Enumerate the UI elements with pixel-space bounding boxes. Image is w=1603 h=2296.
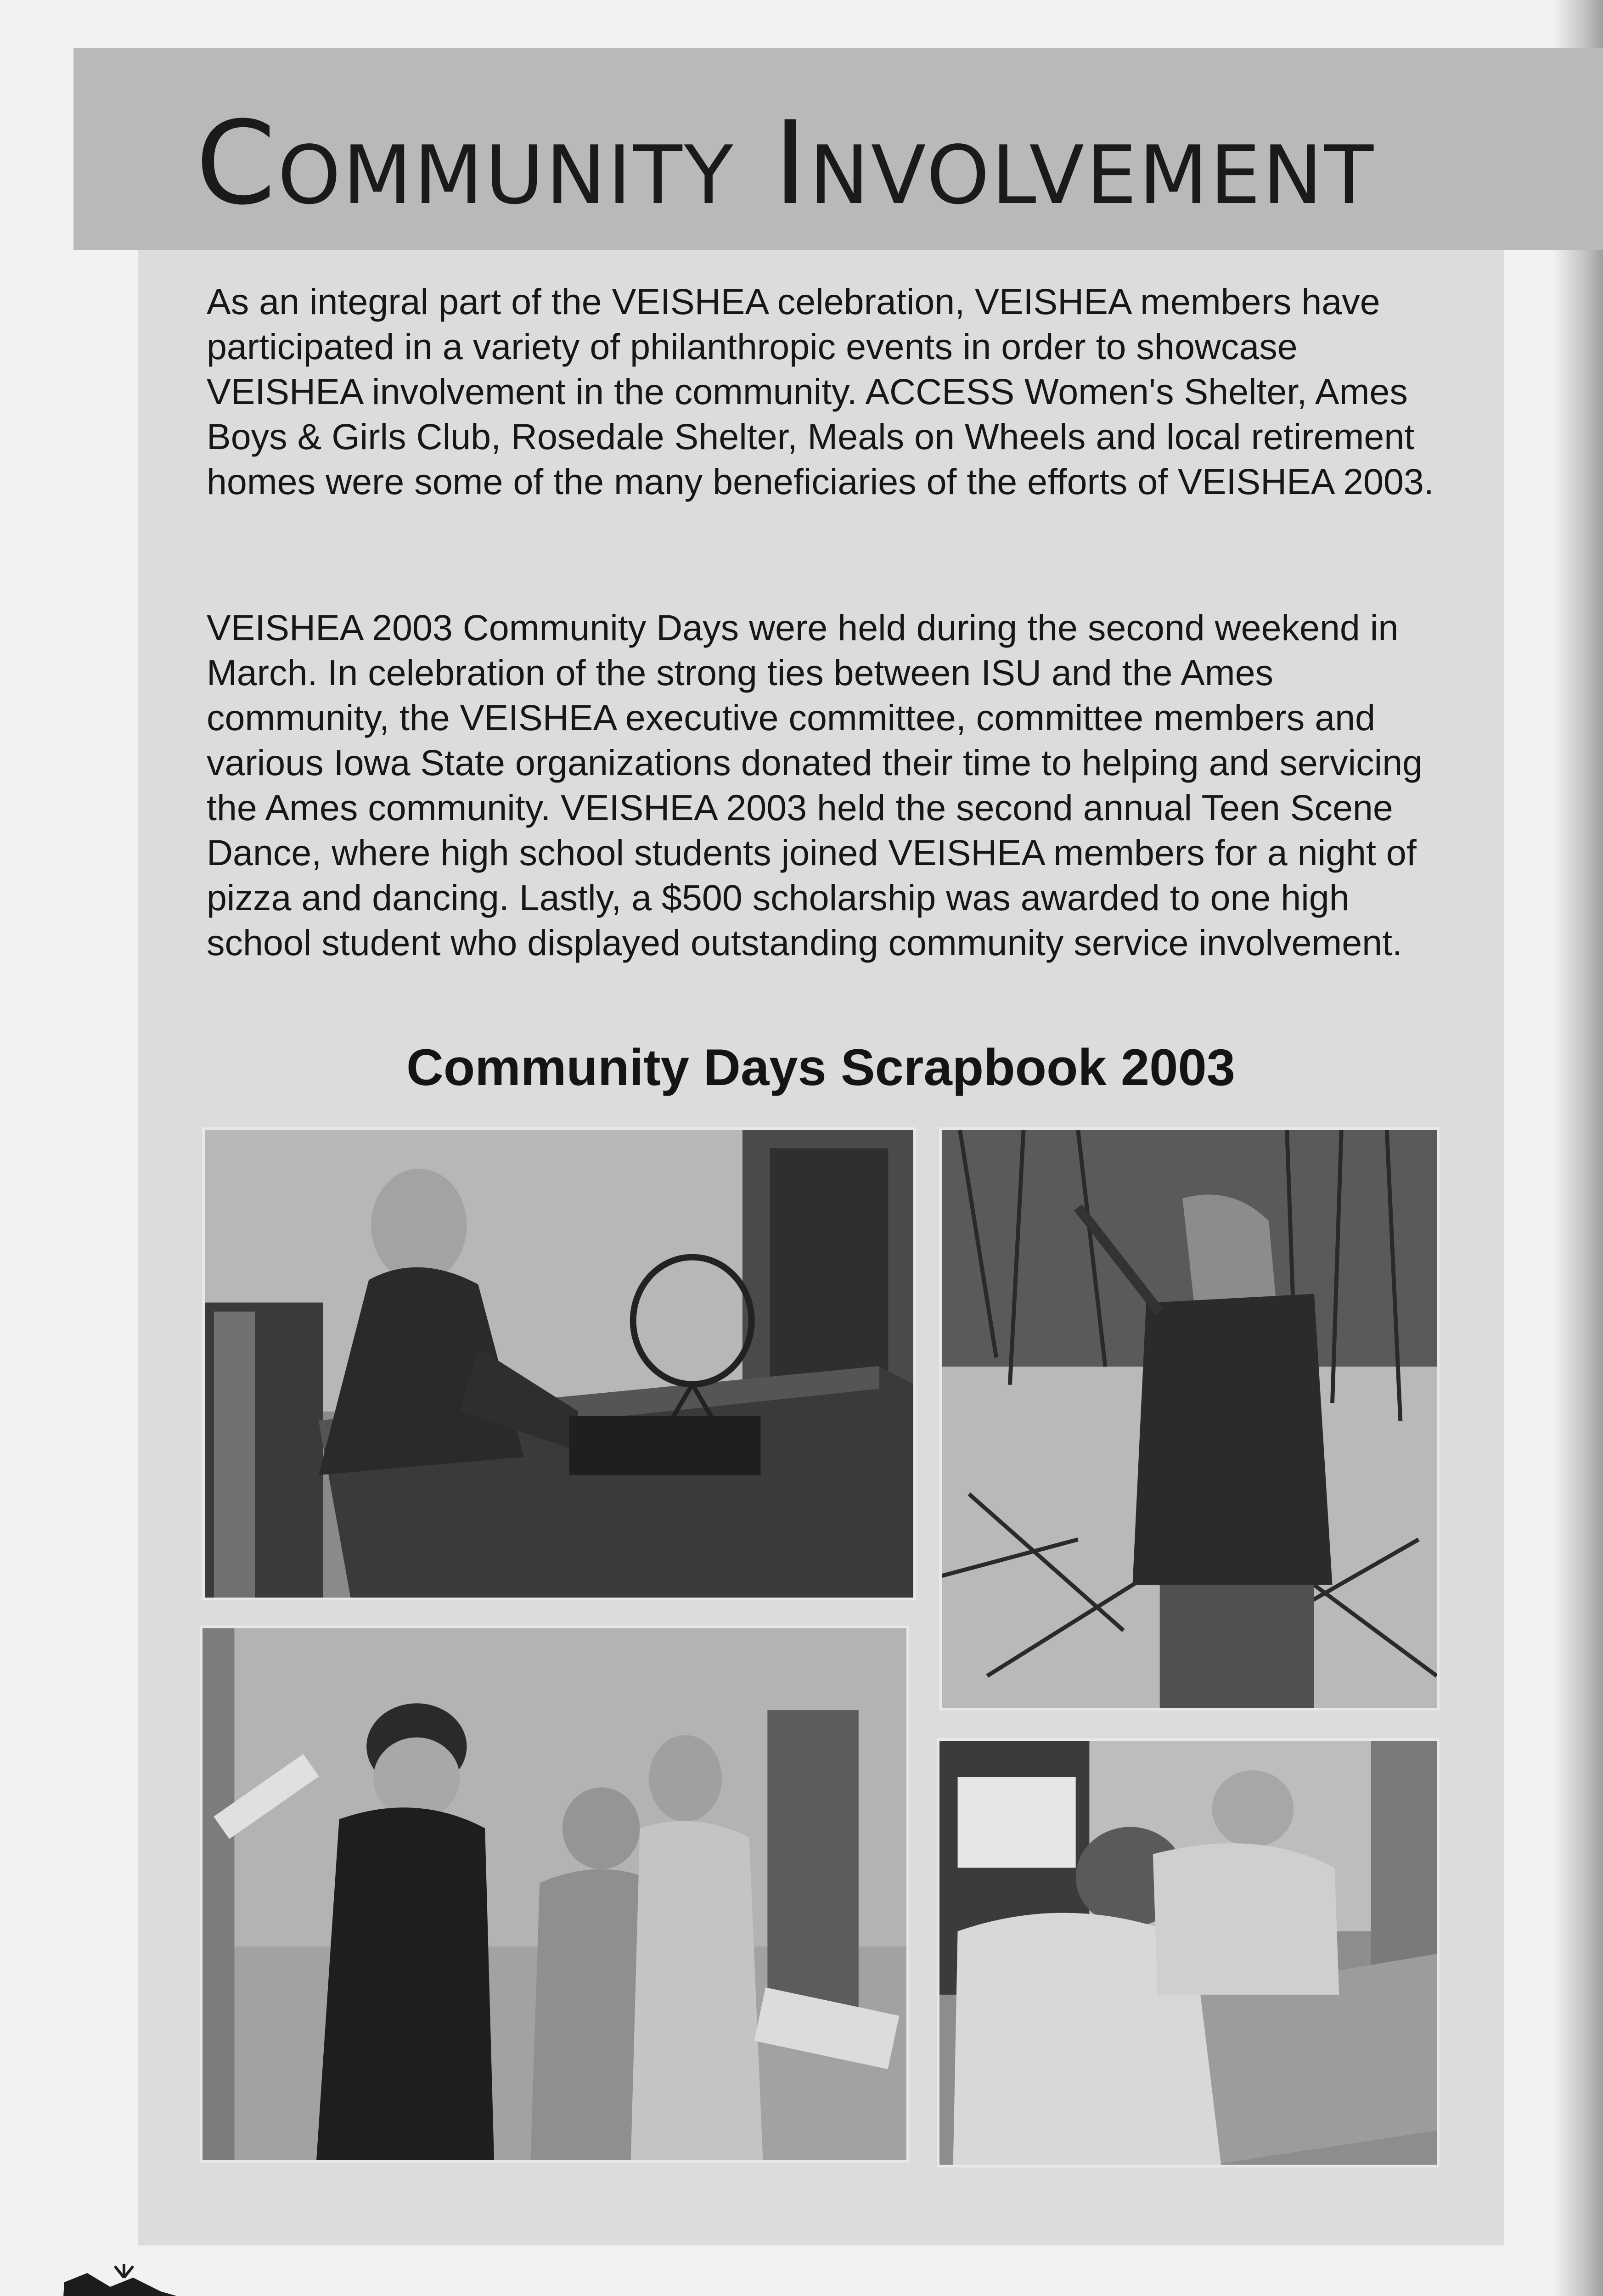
page-title: Community Involvement <box>195 96 1376 230</box>
veishea-logo <box>55 2264 271 2296</box>
community-days-paragraph: VEISHEA 2003 Community Days were held during the second weekend in March. In celebration of the strong ties between ISU and the Ames community, the VEISHEA executive committee, committee members and various Iowa State organizations donated their time to helping and servicing the Ames community. VEISHEA 2003 held the second annual Teen Scene Dance, where high school students joined VEISHEA members for a night of pizza and dancing. Lastly, a $500 scholarship was awarded to one high school student who displayed outstanding community service involvement. <box>207 607 1423 963</box>
puzzle-photo <box>937 1738 1440 2167</box>
intro-paragraph: As an integral part of the VEISHEA celebration, VEISHEA members have participated in a variety of philanthropic events in order to showcase VEISHEA involvement in the community. ACCESS Women's Shelter, Ames Boys & Girls Club, Rosedale Shelter, Meals on Wheels and local retirement homes were some of the many beneficiaries of the efforts of VEISHEA 2003. <box>207 281 1434 502</box>
bingo-photo <box>202 1127 916 1600</box>
painting-photo <box>200 1626 909 2163</box>
page-edge-shadow <box>1552 0 1603 2296</box>
branches-photo <box>939 1127 1440 1711</box>
scrapbook-heading: Community Days Scrapbook 2003 <box>406 1039 1236 1096</box>
